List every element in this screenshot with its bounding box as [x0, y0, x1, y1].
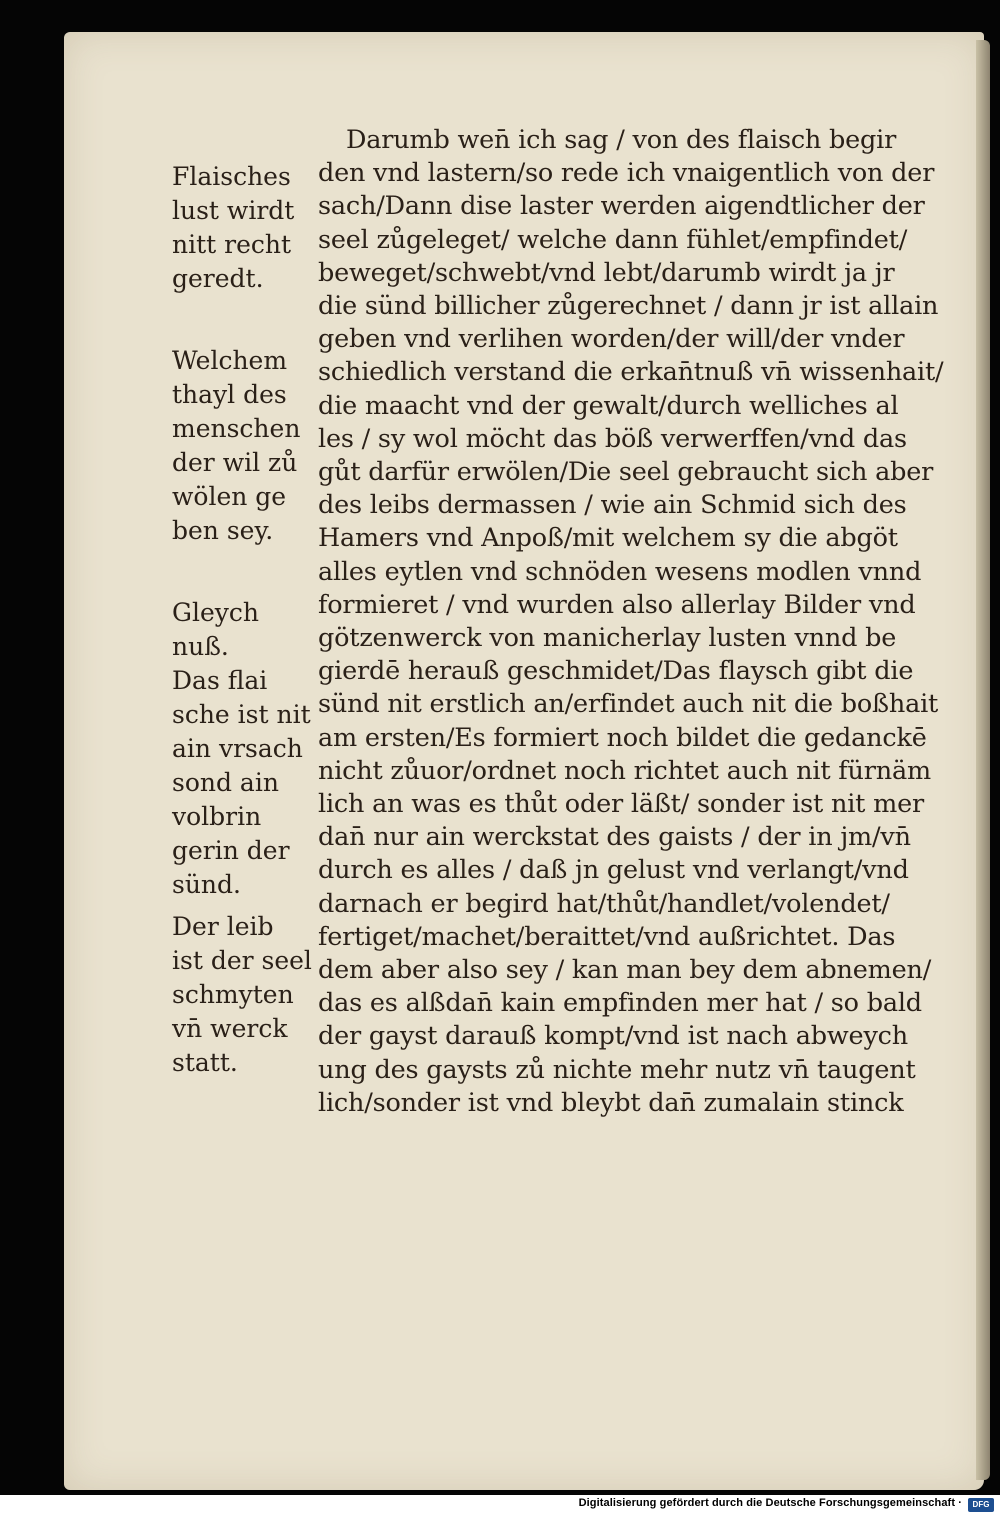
margin-note-line: Welchem	[172, 346, 288, 375]
margin-note-line: wölen ge	[172, 482, 287, 511]
margin-note-line: nitt recht	[172, 230, 292, 259]
margin-note	[172, 160, 322, 296]
margin-note-line: volbrin	[172, 802, 262, 831]
dfg-logo: DFG	[968, 1498, 994, 1512]
margin-note-line: thayl des	[172, 380, 287, 409]
margin-note-line: Gleych	[172, 598, 259, 627]
text-line: darnach er begird hat/thůt/handlet/volendet/	[318, 888, 890, 919]
margin-note-line: Flaisches	[172, 162, 291, 191]
margin-note-line: ain vrsach	[172, 734, 303, 763]
margin-note-line: ist der seel	[172, 946, 312, 975]
text-line: beweget/schwebt/vnd lebt/darumb wirdt ja jr	[318, 257, 895, 288]
text-line: sünd nit erstlich an/erfindet auch nit die boßhait	[318, 689, 939, 720]
text-line: dem aber also sey / kan man bey dem abnemen/	[318, 955, 932, 986]
margin-note	[172, 910, 322, 1080]
margin-note	[172, 344, 322, 548]
text-line: des leibs dermassen / wie ain Schmid sich des	[318, 490, 907, 521]
margin-note-line: geredt.	[172, 264, 264, 293]
text-line: dan̄ nur ain werckstat des gaists / der in jm/vn̄	[318, 822, 911, 853]
text-line: der gayst darauß kompt/vnd ist nach abweych	[318, 1021, 908, 1052]
text-line: götzenwerck von manicherlay lusten vnnd be	[318, 623, 897, 654]
text-line: fertiget/machet/beraittet/vnd außrichtet. Das	[318, 921, 896, 952]
text-line: les / sy wol möcht das böß verwerffen/vnd das	[318, 423, 907, 454]
text-line: lich/sonder ist vnd bleybt dan̄ zumalain stinck	[318, 1087, 904, 1118]
text-line: durch es alles / daß jn gelust vnd verlangt/vnd	[318, 855, 909, 886]
text-line: am ersten/Es formiert noch bildet die gedanckē	[318, 722, 927, 753]
margin-note-line: gerin der	[172, 836, 290, 865]
text-line: die sünd billicher zůgerechnet / dann jr ist allain	[318, 291, 939, 322]
main-text-block	[318, 124, 958, 1120]
margin-note-line: lust wirdt	[172, 196, 295, 225]
text-line: lich an was es thůt oder läßt/ sonder ist nit mer	[318, 789, 924, 820]
text-line: Darumb wen̄ ich sag / von des flaisch begir	[346, 125, 897, 155]
text-line: gůt darfür erwölen/Die seel gebraucht sich aber	[318, 457, 934, 488]
margin-note-line: nuß.	[172, 632, 229, 661]
margin-note	[172, 664, 322, 902]
footer-bar	[0, 1495, 1000, 1516]
margin-note-line: Das flai	[172, 666, 268, 695]
text-line: geben vnd verlihen worden/der will/der vnder	[318, 324, 905, 355]
margin-note-line: sche ist nit	[172, 700, 311, 729]
text-line: Hamers vnd Anpoß/mit welchem sy die abgöt	[318, 523, 898, 554]
text-line: das es alßdan̄ kain empfinden mer hat / so bald	[318, 988, 922, 1019]
margin-note-line: sond ain	[172, 768, 279, 797]
margin-note-line: statt.	[172, 1048, 238, 1077]
text-line: seel zůgeleget/ welche dann fühlet/empfindet/	[318, 224, 908, 255]
text-line: sach/Dann dise laster werden aigendtlicher der	[318, 191, 925, 222]
margin-note-line: sünd.	[172, 870, 241, 899]
text-line: formieret / vnd wurden also allerlay Bilder vnd	[318, 589, 916, 620]
margin-notes	[172, 160, 322, 1080]
margin-note-line: schmyten	[172, 980, 294, 1009]
margin-note	[172, 596, 322, 664]
margin-note-line: Der leib	[172, 912, 274, 941]
text-line: den vnd lastern/so rede ich vnaigentlich von der	[318, 158, 935, 189]
footer-credit: Digitalisierung gefördert durch die Deutsche Forschungsgemeinschaft ·	[578, 1497, 962, 1509]
margin-note-line: menschen	[172, 414, 301, 443]
text-line: schiedlich verstand die erkan̄tnuß vn̄ wissenhait/	[318, 357, 944, 388]
margin-note-line: ben sey.	[172, 516, 274, 545]
page-edge	[976, 40, 990, 1480]
text-line: ung des gaysts zů nichte mehr nutz vn̄ taugent	[318, 1054, 916, 1085]
margin-note-line: der wil zů	[172, 448, 298, 477]
margin-note-line: vn̄ werck	[172, 1014, 288, 1043]
text-line: alles eytlen vnd schnöden wesens modlen vnnd	[318, 556, 922, 587]
text-line: gierdē herauß geschmidet/Das flaysch gibt die	[318, 656, 914, 687]
text-line: nicht zůuor/ordnet noch richtet auch nit fürnäm	[318, 755, 931, 786]
text-line: die maacht vnd der gewalt/durch welliches al	[318, 390, 899, 421]
